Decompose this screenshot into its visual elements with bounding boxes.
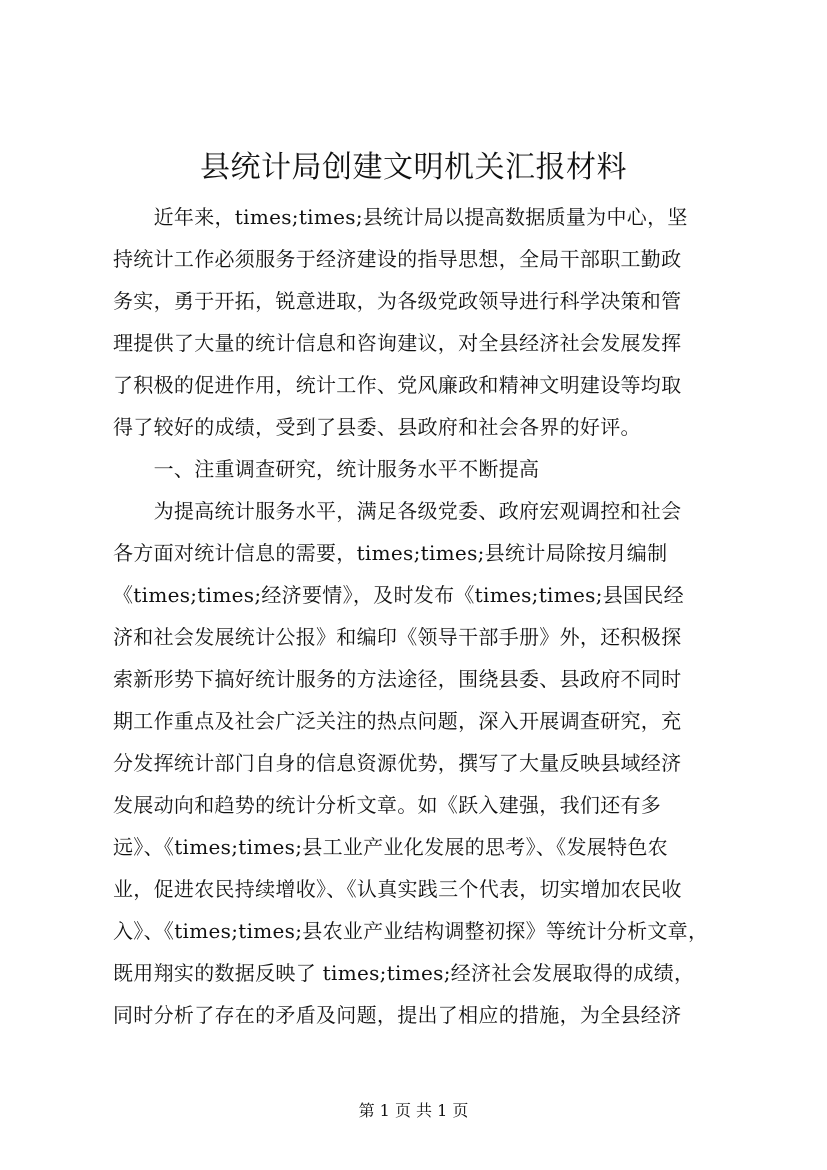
body-line: 了积极的促进作用，统计工作、党风廉政和精神文明建设等均取 <box>113 373 682 397</box>
section-heading: 一、注重调查研究，统计服务水平不断提高 <box>113 457 540 481</box>
page-number-footer: 第 1 页 共 1 页 <box>358 1101 469 1120</box>
body-line: 济和社会发展统计公报》和编印《领导干部手册》外，还积极探 <box>113 625 682 649</box>
body-line: 既用翔实的数据反映了 times;times;经济社会发展取得的成绩， <box>113 961 695 985</box>
body-line: 务实，勇于开拓，锐意进取，为各级党政领导进行科学决策和管 <box>113 289 682 313</box>
body-line: 近年来，times;times;县统计局以提高数据质量为中心，坚 <box>113 205 688 229</box>
body-line: 各方面对统计信息的需要，times;times;县统计局除按月编制 <box>113 541 668 565</box>
document-body <box>113 196 733 1036</box>
body-line: 索新形势下搞好统计服务的方法途径，围绕县委、县政府不同时 <box>113 667 682 691</box>
body-line: 得了较好的成绩，受到了县委、县政府和社会各界的好评。 <box>113 415 641 439</box>
body-line: 理提供了大量的统计信息和咨询建议，对全县经济社会发展发挥 <box>113 331 682 355</box>
body-line: 期工作重点及社会广泛关注的热点问题，深入开展调查研究，充 <box>113 709 682 733</box>
body-line: 为提高统计服务水平，满足各级党委、政府宏观调控和社会 <box>113 499 682 523</box>
body-line: 分发挥统计部门自身的信息资源优势，撰写了大量反映县域经济 <box>113 751 682 775</box>
body-line: 入》、《times;times;县农业产业结构调整初探》等统计分析文章， <box>113 919 709 943</box>
body-line: 《times;times;经济要情》，及时发布《times;times;县国民经 <box>113 583 684 607</box>
body-line: 持统计工作必须服务于经济建设的指导思想，全局干部职工勤政 <box>113 247 682 271</box>
body-line: 同时分析了存在的矛盾及问题，提出了相应的措施，为全县经济 <box>113 1003 682 1027</box>
body-line: 远》、《times;times;县工业产业化发展的思考》、《发展特色农 <box>113 835 668 859</box>
body-line: 业，促进农民持续增收》、《认真实践三个代表，切实增加农民收 <box>113 877 682 901</box>
document-title: 县统计局创建文明机关汇报材料 <box>200 150 627 185</box>
body-line: 发展动向和趋势的统计分析文章。如《跃入建强，我们还有多 <box>113 793 662 817</box>
